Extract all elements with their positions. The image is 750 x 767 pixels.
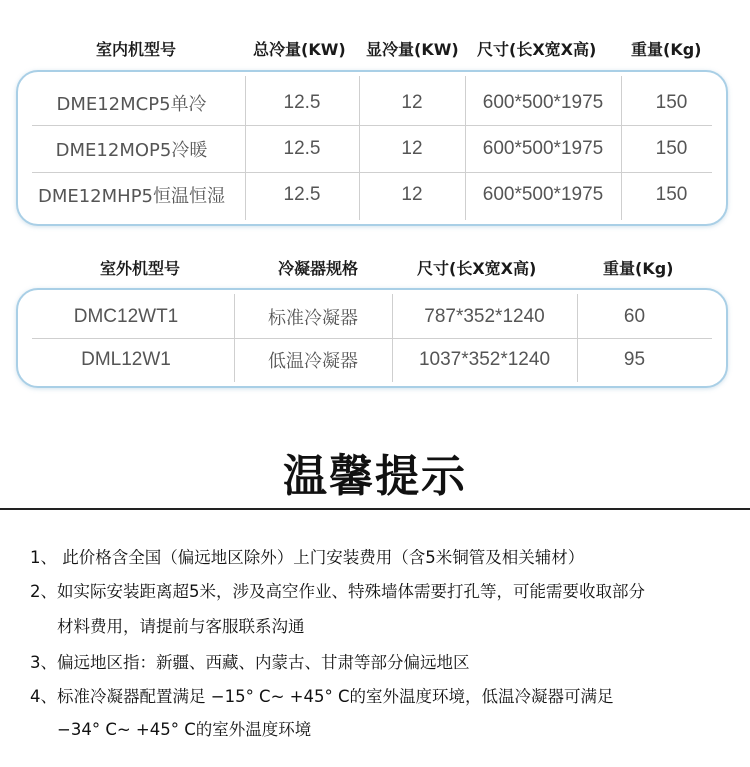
condenser-cell: 标准冷凝器	[268, 308, 358, 329]
outdoor-table	[16, 288, 728, 388]
outdoor-header-weight: 重量(Kg)	[603, 259, 674, 278]
dimensions-cell: 600*500*1975	[482, 92, 604, 113]
indoor-table	[16, 70, 728, 226]
model-cell: DME12MCP5单冷	[56, 94, 207, 115]
condenser-cell: 低温冷凝器	[268, 351, 358, 372]
tip-line-2: 2、如实际安装距离超5米，涉及高空作业、特殊墙体需要打孔等，可能需要收取部分	[30, 582, 645, 601]
weight-cell: 150	[655, 92, 688, 113]
weight-cell: 150	[655, 184, 688, 205]
indoor-header-model: 室内机型号	[96, 40, 177, 59]
dimensions-cell: 600*500*1975	[482, 138, 604, 159]
tip-line-2-continued: 材料费用，请提前与客服联系沟通	[57, 617, 305, 636]
tips-title: 温馨提示	[283, 451, 467, 502]
model-cell: DME12MOP5冷暖	[55, 140, 208, 161]
tip-line-4-continued: −34° C~ +45° C的室外温度环境	[57, 720, 312, 739]
sensible-cooling-cell: 12	[401, 184, 423, 205]
model-cell: DML12W1	[81, 349, 171, 370]
weight-cell: 60	[623, 306, 646, 327]
model-cell: DME12MHP5恒温恒湿	[37, 186, 226, 207]
tip-line-1: 1、 此价格含全国（偏远地区除外）上门安装费用（含5米铜管及相关辅材）	[30, 548, 585, 567]
indoor-header-total-cooling: 总冷量(KW)	[253, 40, 346, 59]
table-row	[18, 80, 726, 126]
tip-line-3: 3、偏远地区指：新疆、西藏、内蒙古、甘肃等部分偏远地区	[30, 653, 470, 672]
total-cooling-cell: 12.5	[283, 184, 321, 205]
dimensions-cell: 1037*352*1240	[418, 349, 551, 370]
outdoor-header-dimensions: 尺寸(长X宽X高)	[417, 259, 537, 278]
outdoor-header-condenser: 冷凝器规格	[278, 259, 359, 278]
table-row	[18, 296, 726, 338]
tip-line-4: 4、标准冷凝器配置满足 −15° C~ +45° C的室外温度环境，低温冷凝器可满足	[30, 687, 614, 706]
weight-cell: 95	[623, 349, 646, 370]
dimensions-cell: 600*500*1975	[482, 184, 604, 205]
model-cell: DMC12WT1	[73, 306, 179, 327]
weight-cell: 150	[655, 138, 688, 159]
sensible-cooling-cell: 12	[401, 138, 423, 159]
total-cooling-cell: 12.5	[283, 92, 321, 113]
section-divider	[0, 508, 750, 510]
sensible-cooling-cell: 12	[401, 92, 423, 113]
outdoor-header-model: 室外机型号	[100, 259, 181, 278]
table-row	[18, 172, 726, 218]
indoor-header-weight: 重量(Kg)	[631, 40, 702, 59]
table-row	[18, 126, 726, 172]
indoor-header-dimensions: 尺寸(长X宽X高)	[477, 40, 597, 59]
total-cooling-cell: 12.5	[283, 138, 321, 159]
table-row	[18, 339, 726, 381]
dimensions-cell: 787*352*1240	[424, 306, 545, 327]
indoor-header-sensible-cooling: 显冷量(KW)	[366, 40, 459, 59]
